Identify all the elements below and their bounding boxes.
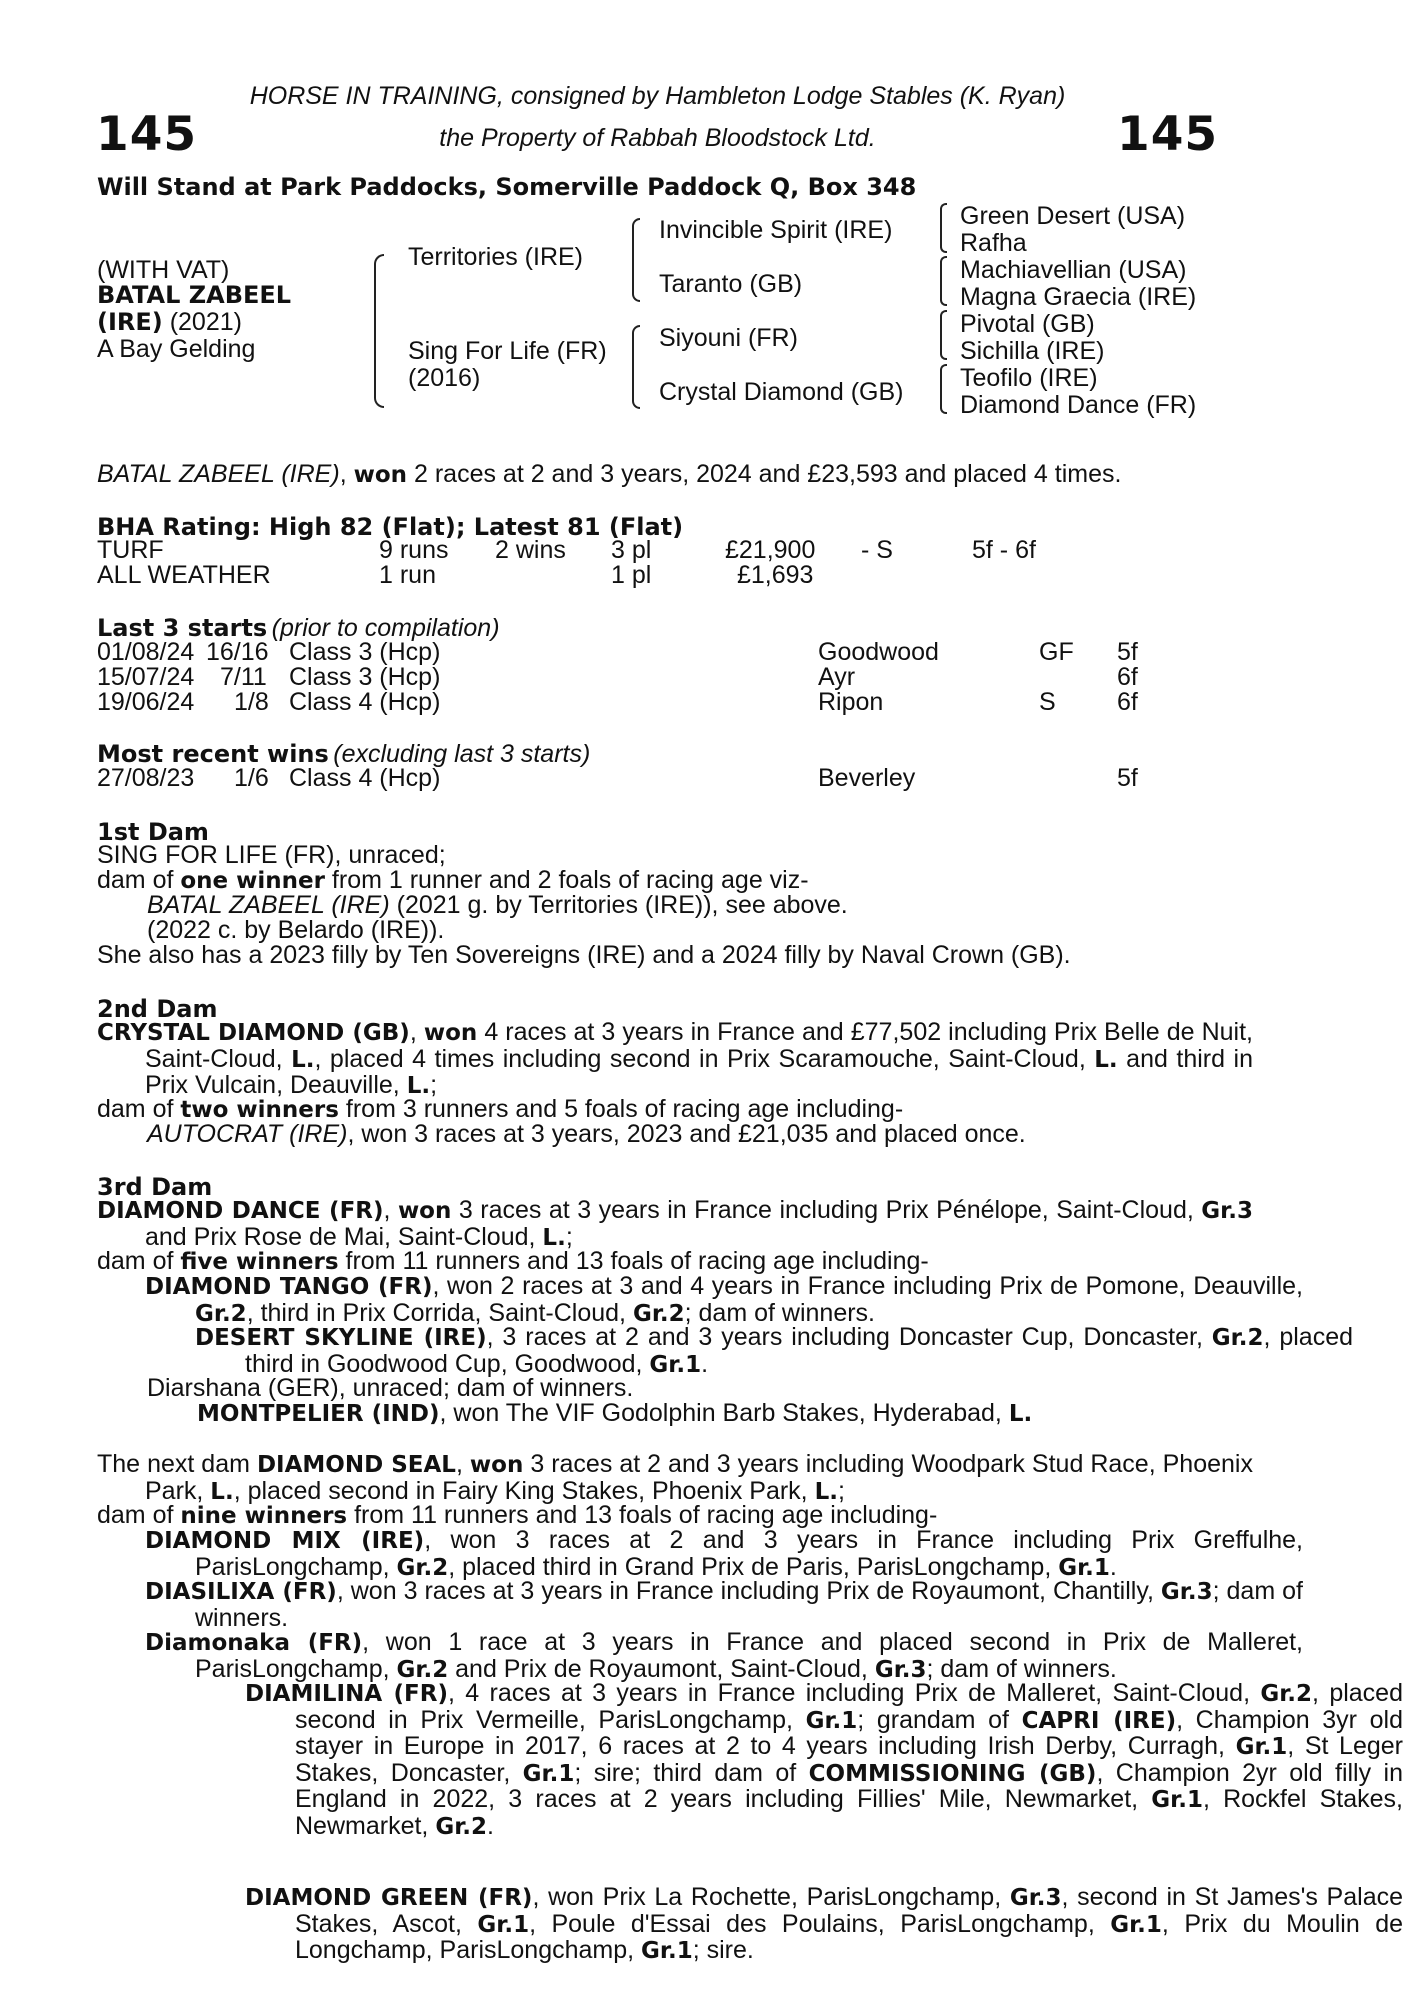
pedigree-g3: Machiavellian (USA) xyxy=(960,256,1187,284)
text: , second in St James's Palace Stakes, Ascot, xyxy=(295,1883,1403,1938)
grade: L. xyxy=(1008,1401,1033,1427)
grade: Gr.2 xyxy=(195,1300,247,1327)
start-course: Ayr xyxy=(818,663,856,691)
last-starts-note: (prior to compilation) xyxy=(271,614,500,642)
text: , won 3 races at 2 and 3 years in France including Prix Greffulhe, ParisLongchamp, xyxy=(195,1526,1304,1581)
grade: Gr.3 xyxy=(1201,1198,1253,1224)
text: , xyxy=(409,1018,424,1046)
pedigree-sire: Territories (IRE) xyxy=(408,243,584,271)
dam-name: DIAMOND DANCE (FR) xyxy=(97,1198,384,1224)
text: . xyxy=(1109,1552,1117,1581)
grade: Gr.1 xyxy=(805,1707,858,1734)
first-dam-foal-1 xyxy=(147,893,848,919)
produce-entry xyxy=(97,1630,1303,1683)
text: and Prix de Royaumont, Saint-Cloud, xyxy=(448,1654,875,1683)
race-summary: BATAL ZABEEL (IRE), won 2 races at 2 and 3 years, 2024 and £23,593 and placed 4 times. xyxy=(97,460,1122,488)
start-distance: 6f xyxy=(1117,663,1138,691)
produce-name: DIAMOND GREEN (FR) xyxy=(245,1885,533,1911)
rating-wins: 2 wins xyxy=(495,536,566,564)
text: , Champion 3yr old stayer in Europe in 2017, 6 races at 2 to 4 years including Irish Derby, Curragh, xyxy=(295,1705,1403,1761)
text: ; grandam of xyxy=(857,1705,1022,1734)
summary-text: 2 races at 2 and 3 years, 2024 and £23,593 and placed 4 times. xyxy=(413,460,1122,488)
grade: Gr.2 xyxy=(1211,1325,1264,1351)
produce-entry xyxy=(97,1885,1403,1965)
text: , won Prix La Rochette, ParisLongchamp, xyxy=(532,1883,1010,1911)
start-course: Goodwood xyxy=(818,638,939,666)
text: . xyxy=(701,1349,709,1378)
grade: Gr.2 xyxy=(632,1300,685,1327)
won-label: won xyxy=(397,1198,452,1224)
foal-name: AUTOCRAT (IRE) xyxy=(147,1120,348,1148)
text: , Rockfel Stakes, Newmarket, xyxy=(295,1785,1403,1840)
bha-rating: BHA Rating: High 82 (Flat); Latest 81 (Flat) xyxy=(97,513,684,541)
start-class: Class 3 (Hcp) xyxy=(289,663,441,691)
text: , placed 4 times including second in Prix Scaramouche, Saint-Cloud, xyxy=(314,1044,1095,1073)
text: dam of xyxy=(97,1095,181,1123)
produce-entry xyxy=(97,1274,1303,1327)
produce-name: MONTPELIER (IND) xyxy=(197,1401,440,1427)
grade: Gr.1 xyxy=(1058,1554,1110,1581)
text: , third in Prix Corrida, Saint-Cloud, xyxy=(246,1298,633,1327)
pedigree-brace-4 xyxy=(940,364,947,414)
second-dam-title: 2nd Dam xyxy=(97,995,218,1023)
rating-placed: 3 pl xyxy=(611,536,652,564)
grade: Gr.3 xyxy=(1160,1579,1213,1605)
start-date: 19/06/24 xyxy=(97,688,195,716)
dam-name: CRYSTAL DIAMOND (GB) xyxy=(97,1020,410,1046)
grade: L. xyxy=(1094,1046,1118,1073)
pedigree-brace-dam xyxy=(632,325,640,409)
produce-name: DIAMOND MIX (IRE) xyxy=(145,1528,425,1554)
produce-name: Diamonaka (FR) xyxy=(145,1630,363,1656)
recent-wins-title: Most recent wins xyxy=(97,740,329,768)
text: from 11 runners and 13 foals of racing age including- xyxy=(347,1501,938,1529)
stand-location: Will Stand at Park Paddocks, Somerville Paddock Q, Box 348 xyxy=(97,173,917,201)
text: 4 races at 3 years in France and £77,502 including Prix Belle de Nuit, Saint-Cloud, xyxy=(145,1018,1253,1073)
text: ; dam of winners. xyxy=(684,1298,875,1327)
produce-entry xyxy=(97,1325,1353,1378)
produce-entry: Diarshana (GER), unraced; dam of winners. xyxy=(147,1374,634,1402)
start-position: 16/16 xyxy=(206,638,269,666)
grade: Gr.2 xyxy=(435,1813,487,1840)
grade: Gr.2 xyxy=(396,1656,449,1683)
pedigree-brace-sire xyxy=(632,218,640,302)
win-class: Class 4 (Hcp) xyxy=(289,764,441,792)
pedigree-brace-3 xyxy=(940,310,947,360)
start-position: 1/8 xyxy=(234,688,269,716)
horse-origin: (IRE) xyxy=(97,308,163,336)
produce-name: DIAMOND TANGO (FR) xyxy=(145,1274,433,1300)
text: . xyxy=(487,1811,494,1840)
text: dam of xyxy=(97,1501,181,1529)
pedigree-g5: Pivotal (GB) xyxy=(960,310,1095,338)
last-starts-title: Last 3 starts xyxy=(97,614,268,642)
start-distance: 6f xyxy=(1117,688,1138,716)
second-dam-paragraph xyxy=(97,1020,1253,1100)
win-course: Beverley xyxy=(818,764,916,792)
summary-won: won xyxy=(353,462,408,488)
text: ; sire; third dam of xyxy=(574,1758,809,1787)
rating-earnings: £1,693 xyxy=(737,561,814,589)
grade: Gr.3 xyxy=(1009,1885,1062,1911)
text: , placed second in Fairy King Stakes, Phoenix Park, xyxy=(233,1476,815,1505)
next-dam-paragraph xyxy=(97,1452,1253,1505)
rating-surface: TURF xyxy=(97,536,164,564)
vat-note: (WITH VAT) xyxy=(97,256,230,284)
pedigree-sire-sire: Invincible Spirit (IRE) xyxy=(659,216,893,244)
grade: L. xyxy=(291,1046,315,1073)
horse-year: (2021) xyxy=(169,308,242,336)
third-dam-title: 3rd Dam xyxy=(97,1173,213,1201)
text: The next dam xyxy=(97,1450,257,1478)
text: and third in Prix Vulcain, Deauville, xyxy=(145,1044,1253,1100)
text: , placed second in Prix Vermeille, ParisLongchamp, xyxy=(295,1679,1403,1734)
won-label: won xyxy=(423,1020,478,1046)
dam-name: DIAMOND SEAL xyxy=(256,1452,456,1478)
first-dam-line: SING FOR LIFE (FR), unraced; xyxy=(97,841,446,869)
text: , won 2 races at 3 and 4 years in France including Prix de Pomone, Deauville, xyxy=(432,1272,1304,1300)
text: , 4 races at 3 years in France including Prix de Malleret, Saint-Cloud, xyxy=(448,1679,1261,1707)
produce-entry xyxy=(97,1579,1303,1631)
produce-entry xyxy=(197,1401,1032,1428)
grade: Gr.1 xyxy=(477,1911,530,1938)
text: dam of xyxy=(97,866,181,894)
second-dam-foal xyxy=(147,1122,1026,1148)
text: , Champion 2yr old filly in England in 2022, 3 races at 2 years including Fillies' Mile, Newmarket, xyxy=(295,1758,1403,1814)
rating-runs: 1 run xyxy=(379,561,436,589)
text: dam of xyxy=(97,1247,181,1275)
third-dam-paragraph xyxy=(97,1198,1253,1251)
pedigree-sire-dam: Taranto (GB) xyxy=(659,270,803,298)
grade: L. xyxy=(542,1224,566,1251)
consignor-line: HORSE IN TRAINING, consigned by Hambleton Lodge Stables (K. Ryan) xyxy=(249,82,1066,110)
start-class: Class 4 (Hcp) xyxy=(289,688,441,716)
pedigree-brace-2 xyxy=(940,256,947,306)
grade: Gr.2 xyxy=(1260,1681,1313,1707)
rating-going: - S xyxy=(861,536,893,564)
lot-number-left: 145 xyxy=(96,107,198,162)
text: , Poule d'Essai des Poulains, ParisLongchamp, xyxy=(529,1909,1111,1938)
pedigree-dam-sire: Siyouni (FR) xyxy=(659,324,798,352)
produce-name: DIASILIXA (FR) xyxy=(145,1579,337,1605)
start-position: 7/11 xyxy=(220,663,267,691)
text: from 3 runners and 5 foals of racing age including- xyxy=(338,1095,904,1123)
grade: Gr.1 xyxy=(522,1760,575,1787)
grade: L. xyxy=(210,1478,234,1505)
grade: Gr.3 xyxy=(874,1656,927,1683)
text: , St Leger Stakes, Doncaster, xyxy=(295,1732,1403,1787)
text: , won 3 races at 3 years in France including Prix de Royaumont, Chantilly, xyxy=(336,1577,1161,1605)
pedigree-g1: Green Desert (USA) xyxy=(960,202,1186,230)
start-date: 01/08/24 xyxy=(97,638,195,666)
horse-origin-year xyxy=(97,308,242,337)
text: ; sire. xyxy=(692,1936,754,1965)
produce-name: DESERT SKYLINE (IRE) xyxy=(195,1325,487,1351)
first-dam-foal-2: (2022 c. by Belardo (IRE)). xyxy=(147,916,445,944)
horse-name: BATAL ZABEEL xyxy=(97,281,292,309)
first-dam-note: She also has a 2023 filly by Ten Sovereigns (IRE) and a 2024 filly by Naval Crown (GB). xyxy=(97,941,1071,969)
text: 3 races at 3 years in France including Prix Pénélope, Saint-Cloud, xyxy=(451,1196,1202,1224)
win-distance: 5f xyxy=(1117,764,1138,792)
text: , won The VIF Godolphin Barb Stakes, Hyderabad, xyxy=(439,1399,1009,1427)
text: ; dam of winners. xyxy=(195,1577,1303,1632)
text: ; dam of winners. xyxy=(926,1654,1117,1683)
pedigree-g4: Magna Graecia (IRE) xyxy=(960,283,1197,311)
text: , placed third in Grand Prix de Paris, ParisLongchamp, xyxy=(448,1552,1059,1581)
grade: Gr.1 xyxy=(1110,1911,1162,1938)
summary-horse-name: BATAL ZABEEL (IRE) xyxy=(97,460,340,488)
recent-wins-note: (excluding last 3 starts) xyxy=(333,740,591,768)
text: ; xyxy=(565,1222,573,1251)
win-date: 27/08/23 xyxy=(97,764,195,792)
produce-name: CAPRI (IRE) xyxy=(1021,1707,1177,1734)
start-course: Ripon xyxy=(818,688,884,716)
pedigree-g2: Rafha xyxy=(960,229,1027,257)
horse-description: A Bay Gelding xyxy=(97,335,256,363)
start-class: Class 3 (Hcp) xyxy=(289,638,441,666)
won-label: won xyxy=(469,1452,524,1478)
pedigree-g6: Sichilla (IRE) xyxy=(960,337,1105,365)
text: ; xyxy=(430,1071,438,1100)
rating-distance: 5f - 6f xyxy=(972,536,1036,564)
winner-count: five winners xyxy=(180,1249,339,1275)
rating-runs: 9 runs xyxy=(379,536,449,564)
winner-count: nine winners xyxy=(180,1503,348,1529)
start-date: 15/07/24 xyxy=(97,663,195,691)
start-going: S xyxy=(1039,688,1056,716)
text: (2021 g. by Territories (IRE)), see above. xyxy=(389,891,848,919)
text: from 11 runners and 13 foals of racing age including- xyxy=(338,1247,929,1275)
rating-surface: ALL WEATHER xyxy=(97,561,271,589)
text: , xyxy=(383,1196,398,1224)
text: , won 1 race at 3 years in France and placed second in Prix de Malleret, ParisLongchamp, xyxy=(195,1628,1303,1683)
text: , Prix du Moulin de Longchamp, ParisLongchamp, xyxy=(295,1909,1403,1965)
text: , 3 races at 2 and 3 years including Doncaster Cup, Doncaster, xyxy=(486,1323,1212,1351)
text: and Prix Rose de Mai, Saint-Cloud, xyxy=(145,1222,543,1251)
text: , won 3 races at 3 years, 2023 and £21,035 and placed once. xyxy=(347,1120,1026,1148)
produce-name: COMMISSIONING (GB) xyxy=(808,1760,1097,1787)
pedigree-dam-dam: Crystal Diamond (GB) xyxy=(659,378,904,406)
grade: Gr.1 xyxy=(649,1351,702,1378)
pedigree-g8: Diamond Dance (FR) xyxy=(960,391,1197,419)
rating-placed: 1 pl xyxy=(611,561,652,589)
grade: L. xyxy=(814,1478,838,1505)
text: 3 races at 2 and 3 years including Woodpark Stud Race, Phoenix Park, xyxy=(145,1450,1253,1505)
first-dam-title: 1st Dam xyxy=(97,818,209,846)
pedigree-dam: Sing For Life (FR) xyxy=(408,337,607,365)
pedigree-brace-main xyxy=(374,254,384,408)
winner-count: one winner xyxy=(180,868,325,894)
text: ; xyxy=(837,1476,845,1505)
winner-count: two winners xyxy=(180,1097,339,1123)
grade: L. xyxy=(406,1073,431,1100)
start-going: GF xyxy=(1039,638,1074,666)
text: , placed third in Goodwood Cup, Goodwood, xyxy=(245,1323,1353,1378)
lot-number-right: 145 xyxy=(1117,107,1219,162)
produce-entry xyxy=(97,1528,1303,1581)
grade: Gr.1 xyxy=(641,1938,693,1965)
foal-name: BATAL ZABEEL (IRE) xyxy=(147,891,390,919)
grade: Gr.1 xyxy=(1235,1734,1288,1761)
produce-entry xyxy=(97,1681,1403,1841)
grade: Gr.2 xyxy=(396,1554,449,1581)
pedigree-dam-year: (2016) xyxy=(408,364,481,392)
property-line: the Property of Rabbah Bloodstock Ltd. xyxy=(439,124,876,152)
produce-name: DIAMILINA (FR) xyxy=(245,1681,448,1707)
start-distance: 5f xyxy=(1117,638,1138,666)
rating-earnings: £21,900 xyxy=(725,536,816,564)
grade: Gr.1 xyxy=(1151,1787,1203,1814)
pedigree-brace-1 xyxy=(940,203,947,253)
win-position: 1/6 xyxy=(234,764,269,792)
pedigree-g7: Teofilo (IRE) xyxy=(960,364,1098,392)
text: , xyxy=(455,1450,470,1478)
text: from 1 runner and 2 foals of racing age viz- xyxy=(324,866,809,894)
